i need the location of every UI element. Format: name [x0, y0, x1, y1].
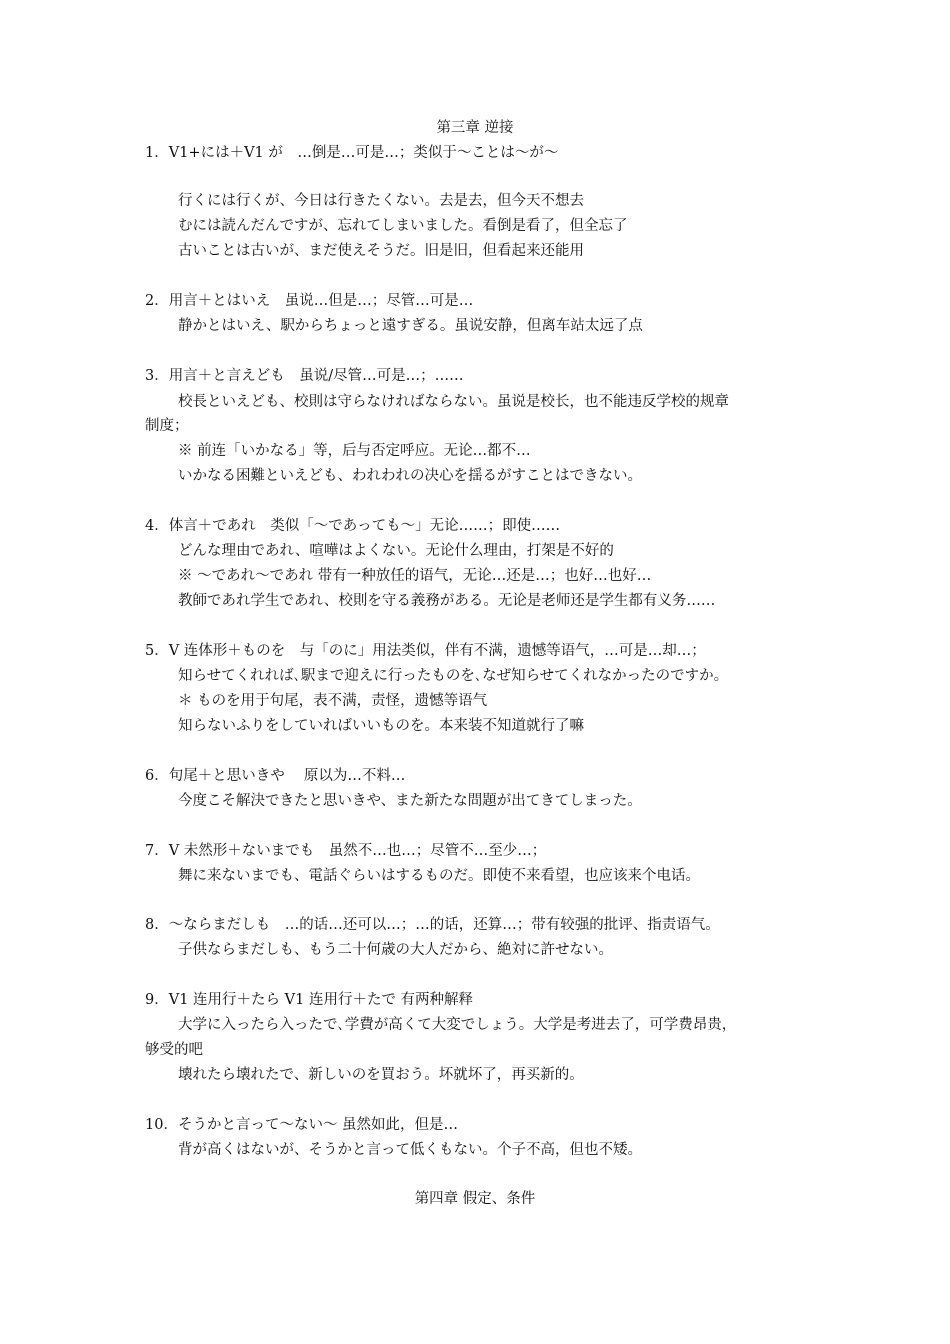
- section-2-title: 2．用言＋とはいえ 虽说…但是…；尽管…可是…: [145, 293, 474, 309]
- section-2-example-1: 静かとはいえ、駅からちょっと遠すぎる。虽说安静，但离车站太远了点: [178, 318, 643, 334]
- section-5-title: 5．V 连体形＋ものを 与「のに」用法类似，伴有不满，遗憾等语气，…可是…却…；: [145, 643, 706, 659]
- section-8-title: 8．～ならまだしも …的话…还可以…；…的话，还算…；带有较强的批评、指责语气。: [145, 917, 720, 933]
- section-3-example-1: 校長といえども、校則は守らなければならない。虽说是校长，也不能违反学校的规章: [178, 394, 729, 410]
- section-3-title: 3．用言＋と言えども 虽说/尽管…可是…；……: [145, 368, 464, 384]
- section-6-example-1: 今度こそ解決できたと思いきや、また新たな問題が出てきてしまった。: [178, 793, 642, 809]
- section-10-title: 10．そうかと言って～ない～ 虽然如此，但是…: [145, 1117, 459, 1133]
- section-3-note: ※ 前连「いかなる」等，后与否定呼应。无论…都不…: [178, 443, 531, 459]
- section-9-example-1: 大学に入ったら入ったで､学費が高くて大変でしょう。大学是考进去了，可学费昂贵，: [178, 1017, 737, 1033]
- section-1-title: 1．V1+には＋V1 が …倒是…可是…；类似于～ことは～が～: [145, 145, 559, 161]
- section-6-title: 6．句尾＋と思いきや 原以为…不料…: [145, 768, 406, 784]
- chapter-4-title: 第四章 假定、条件: [414, 1191, 536, 1207]
- section-1-example-3: 古いことは古いが、まだ使えそうだ。旧是旧，但看起来还能用: [178, 243, 584, 259]
- section-8-example-1: 子供ならまだしも、もう二十何歳の大人だから、絶対に許せない。: [178, 942, 613, 958]
- section-1-example-2: むには読んだんですが、忘れてしまいました。看倒是看了，但全忘了: [178, 218, 628, 234]
- chapter-3-title: 第三章 逆接: [436, 120, 514, 136]
- section-1-example-1: 行くには行くが、今日は行きたくない。去是去，但今天不想去: [178, 193, 584, 209]
- section-4-example-1: どんな理由であれ、喧嘩はよくない。无论什么理由，打架是不好的: [178, 543, 614, 559]
- section-5-example-2: 知らないふりをしていればいいものを。本来装不知道就行了嘛: [178, 718, 584, 734]
- section-4-title: 4．体言＋であれ 类似「～であっても～」无论……；即使……: [145, 518, 561, 534]
- section-5-example-1: 知らせてくれれば､駅まで迎えに行ったものを､なぜ知らせてくれなかったのですか。: [178, 668, 729, 684]
- section-9-example-2: 壊れたら壊れたで、新しいのを買おう。坏就坏了，再买新的。: [178, 1067, 584, 1083]
- section-7-example-1: 舞に来ないまでも、電話ぐらいはするものだ。即使不来看望，也应该来个电话。: [178, 868, 700, 884]
- section-7-title: 7．V 未然形＋ないまでも 虽然不…也…；尽管不…至少…；: [145, 843, 547, 859]
- section-10-example-1: 背が高くはないが、そうかと言って低くもない。个子不高，但也不矮。: [178, 1142, 642, 1158]
- section-4-note: ※ ～であれ～であれ 带有一种放任的语气，无论…还是…；也好…也好…: [178, 568, 652, 584]
- section-3-example-1-continued: 制度；: [145, 418, 189, 434]
- section-9-title: 9．V1 连用行＋たら V1 连用行＋たで 有两种解释: [145, 992, 474, 1008]
- section-5-note: ＊ ものを用于句尾，表不满，责怪，遗憾等语气: [178, 693, 488, 709]
- section-4-example-2: 教師であれ学生であれ、校則を守る義務がある。无论是老师还是学生都有义务……: [178, 593, 716, 609]
- section-9-example-1-continued: 够受的吧: [145, 1042, 203, 1058]
- section-3-example-2: いかなる困難といえども、われわれの决心を揺るがすことはできない。: [178, 468, 642, 484]
